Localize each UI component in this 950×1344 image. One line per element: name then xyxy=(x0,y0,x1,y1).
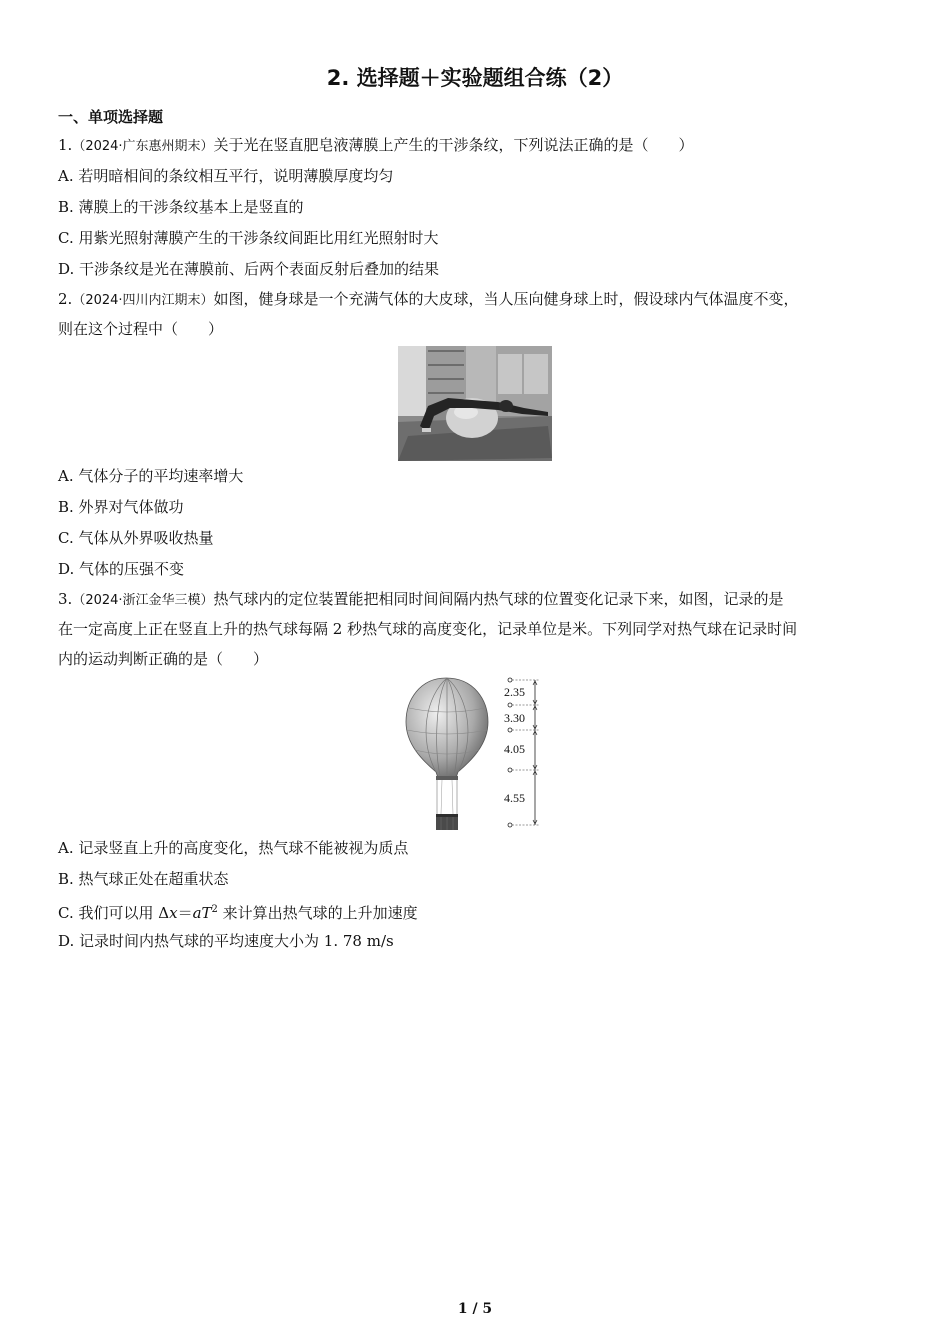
formula-variable: aT xyxy=(192,904,212,922)
question-source: （2024·广东惠州期末） xyxy=(72,139,214,154)
q1-option-a: A. 若明暗相间的条纹相互平行，说明薄膜厚度均匀 xyxy=(58,167,394,185)
formula-operator: ＝ xyxy=(177,904,193,922)
q2-option-c: C. 气体从外界吸收热量 xyxy=(58,529,214,547)
exercise-ball-photo xyxy=(398,346,552,461)
q1-option-d: D. 干涉条纹是光在薄膜前、后两个表面反射后叠加的结果 xyxy=(58,260,440,278)
page-title: 2. 选择题＋实验题组合练（2） xyxy=(326,66,624,90)
question-2-stem xyxy=(58,289,799,311)
q3-option-b: B. 热气球正处在超重状态 xyxy=(58,870,229,888)
q3-option-d: D. 记录时间内热气球的平均速度大小为 1. 78 m/s xyxy=(58,932,394,950)
q3-option-a: A. 记录竖直上升的高度变化，热气球不能被视为质点 xyxy=(58,839,409,857)
question-number: 2. xyxy=(58,290,73,308)
height-record-scale xyxy=(504,678,540,827)
formula-variable: x xyxy=(169,904,178,922)
question-2-stem-line2: 则在这个过程中（ ） xyxy=(58,320,224,338)
q2-option-a: A. 气体分子的平均速率增大 xyxy=(58,467,244,485)
q2-option-b: B. 外界对气体做功 xyxy=(58,498,184,516)
hot-air-balloon-icon xyxy=(406,678,488,830)
height-label: 4.55 xyxy=(504,791,525,805)
question-text: 热气球内的定位装置能把相同时间间隔内热气球的位置变化记录下来，如图，记录的是 xyxy=(213,590,784,608)
question-3-stem-line3: 内的运动判断正确的是（ ） xyxy=(58,650,269,668)
question-3-stem-line2: 在一定高度上正在竖直上升的热气球每隔 2 秒热气球的高度变化，记录单位是米。下列同学对热气球在记录时间 xyxy=(58,620,798,638)
formula-exponent: 2 xyxy=(211,904,218,915)
question-text: 关于光在竖直肥皂液薄膜上产生的干涉条纹，下列说法正确的是（ ） xyxy=(213,136,694,154)
option-text: 来计算出热气球的上升加速度 xyxy=(217,904,418,922)
section-heading: 一、单项选择题 xyxy=(58,108,164,126)
page-number: 1 / 5 xyxy=(457,1301,493,1317)
question-source: （2024·四川内江期末） xyxy=(72,293,214,308)
q2-option-d: D. 气体的压强不变 xyxy=(58,560,185,578)
height-label: 4.05 xyxy=(504,742,525,756)
q1-option-b: B. 薄膜上的干涉条纹基本上是竖直的 xyxy=(58,198,304,216)
q1-option-c: C. 用紫光照射薄膜产生的干涉条纹间距比用红光照射时大 xyxy=(58,229,439,247)
question-1-stem xyxy=(58,135,694,157)
option-text: C. 我们可以用 Δ xyxy=(58,904,170,922)
question-source: （2024·浙江金华三模） xyxy=(72,593,214,608)
height-label: 2.35 xyxy=(504,685,525,699)
question-text: 如图，健身球是一个充满气体的大皮球，当人压向健身球上时，假设球内气体温度不变， xyxy=(213,290,799,308)
hot-air-balloon-figure xyxy=(400,676,550,834)
q3-option-c xyxy=(58,900,418,923)
height-label: 3.30 xyxy=(504,711,525,725)
question-3-stem xyxy=(58,589,784,611)
question-number: 3. xyxy=(58,590,73,608)
question-number: 1. xyxy=(58,136,73,154)
